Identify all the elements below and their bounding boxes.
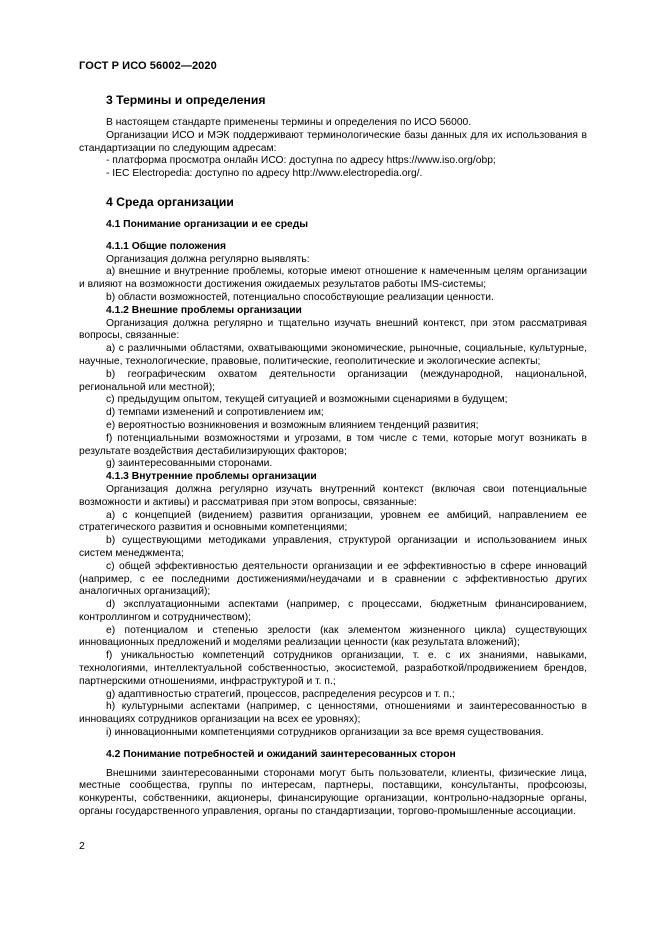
list-item: a) с различными областями, охватывающими экономические, рыночные, социальные, культурные, научные, технологические, правовые, политические, геополитические и экологические аспекты; — [79, 343, 587, 367]
list-item: - IEC Electropedia: доступно по адресу http://www.electropedia.org/. — [106, 168, 423, 180]
paragraph: Организация должна регулярно изучать внутренний контекст (включая свои потенциальные возможности и активы) и рассматривая при этом вопросы, связанные: — [79, 483, 587, 508]
list-item: g) заинтересованными сторонами. — [106, 458, 273, 470]
list-item: f) потенциальными возможностями и угрозами, в том числе с теми, которые могут возникать в результате воздействия дестабилизирующих факторов; — [79, 432, 587, 457]
list-item: c) общей эффективностью деятельности организации и ее эффективностью в сфере инноваций (например, с ее последними достижениями/неудачами и в сравнении с эффективностью других аналогичных организаций); — [79, 560, 587, 598]
list-item: h) культурными аспектами (например, с ценностями, отношениями и заинтересованностью в инновациях сотрудников организации на всех ее уровнях); — [79, 701, 587, 726]
paragraph: Внешними заинтересованными сторонами могут быть пользователи, клиенты, физические лица, местные сообщества, группы по интересам, партнеры, поставщики, консультанты, профсоюзы, конкуренты, собственники, акционеры, финансирующие организации, контрольно-надзорные органы, органы государственного управления, органы по стандартизации, торгово-промышленные ассоциации. — [79, 767, 587, 818]
list-item: d) темпами изменений и сопротивлением им; — [106, 407, 324, 419]
list-item: c) предыдущим опытом, текущей ситуацией и возможными сценариями в будущем; — [106, 394, 508, 406]
document-body — [79, 93, 587, 819]
section-4-heading: 4 Среда организации — [106, 194, 234, 209]
page-number: 2 — [79, 840, 85, 852]
subsection-4-2-heading: 4.2 Понимание потребностей и ожиданий заинтересованных сторон — [106, 748, 456, 760]
list-item: a) с концепцией (видением) развития организации, уровнем ее амбиций, направлением ее стратегического развития и основными компетенциями; — [79, 509, 587, 534]
list-item: e) потенциалом и степенью зрелости (как элементом жизненного цикла) существующих инновационных предложений и моделями реализации ценности (как результата вложений); — [79, 624, 587, 649]
subsection-4-1-heading: 4.1 Понимание организации и ее среды — [106, 218, 309, 230]
list-item: e) вероятностью возникновения и возможным влиянием тенденций развития; — [106, 419, 479, 431]
list-item: d) эксплуатационными аспектами (например, с процессами, бюджетным финансированием, контроллингом и сотрудничеством); — [79, 599, 587, 623]
list-item: b) существующими методиками управления, структурой организации и использованием иных систем менеджмента; — [79, 535, 587, 559]
document-header: ГОСТ Р ИСО 56002—2020 — [79, 60, 217, 72]
subsection-4-1-1-heading: 4.1.1 Общие положения — [106, 240, 226, 252]
subsection-4-1-3-heading: 4.1.3 Внутренние проблемы организации — [106, 471, 317, 483]
list-item: f) уникальностью компетенций сотрудников организации, т. е. с их знаниями, навыками, технологиями, интеллектуальной собственностью, экосистемой, разработкой/продвижением брендов, партнерскими отношениями, инфраструктурой и т. п.; — [79, 650, 587, 687]
subsection-4-1-2-heading: 4.1.2 Внешние проблемы организации — [106, 304, 302, 316]
paragraph: Организация должна регулярно выявлять: — [106, 253, 310, 265]
paragraph: Организации ИСО и МЭК поддерживают терминологические базы данных для их использования в стандартизации по следующим адресам: — [79, 129, 587, 154]
list-item: i) инновационными компетенциями сотрудников организации за все время существования. — [106, 727, 544, 739]
list-item: - платформа просмотра онлайн ИСО: доступна по адресу https://www.iso.org/obp; — [106, 155, 496, 167]
paragraph: В настоящем стандарте применены термины и определения по ИСО 56000. — [106, 117, 472, 128]
paragraph: Организация должна регулярно и тщательно изучать внешний контекст, при этом рассматривая вопросы, связанные: — [79, 317, 587, 342]
list-item: a) внешние и внутренние проблемы, которые имеют отношение к намеченным целям организации и влияют на возможности достижения ожидаемых результатов работы IMS-системы; — [79, 266, 587, 291]
list-item: b) области возможностей, потенциально способствующие реализации ценности. — [106, 291, 494, 303]
list-item: g) адаптивностью стратегий, процессов, распределения ресурсов и т. п.; — [106, 688, 455, 700]
list-item: b) географическим охватом деятельности организации (международной, национальной, региональной или местной); — [79, 368, 587, 393]
section-3-heading: 3 Термины и определения — [106, 93, 266, 107]
